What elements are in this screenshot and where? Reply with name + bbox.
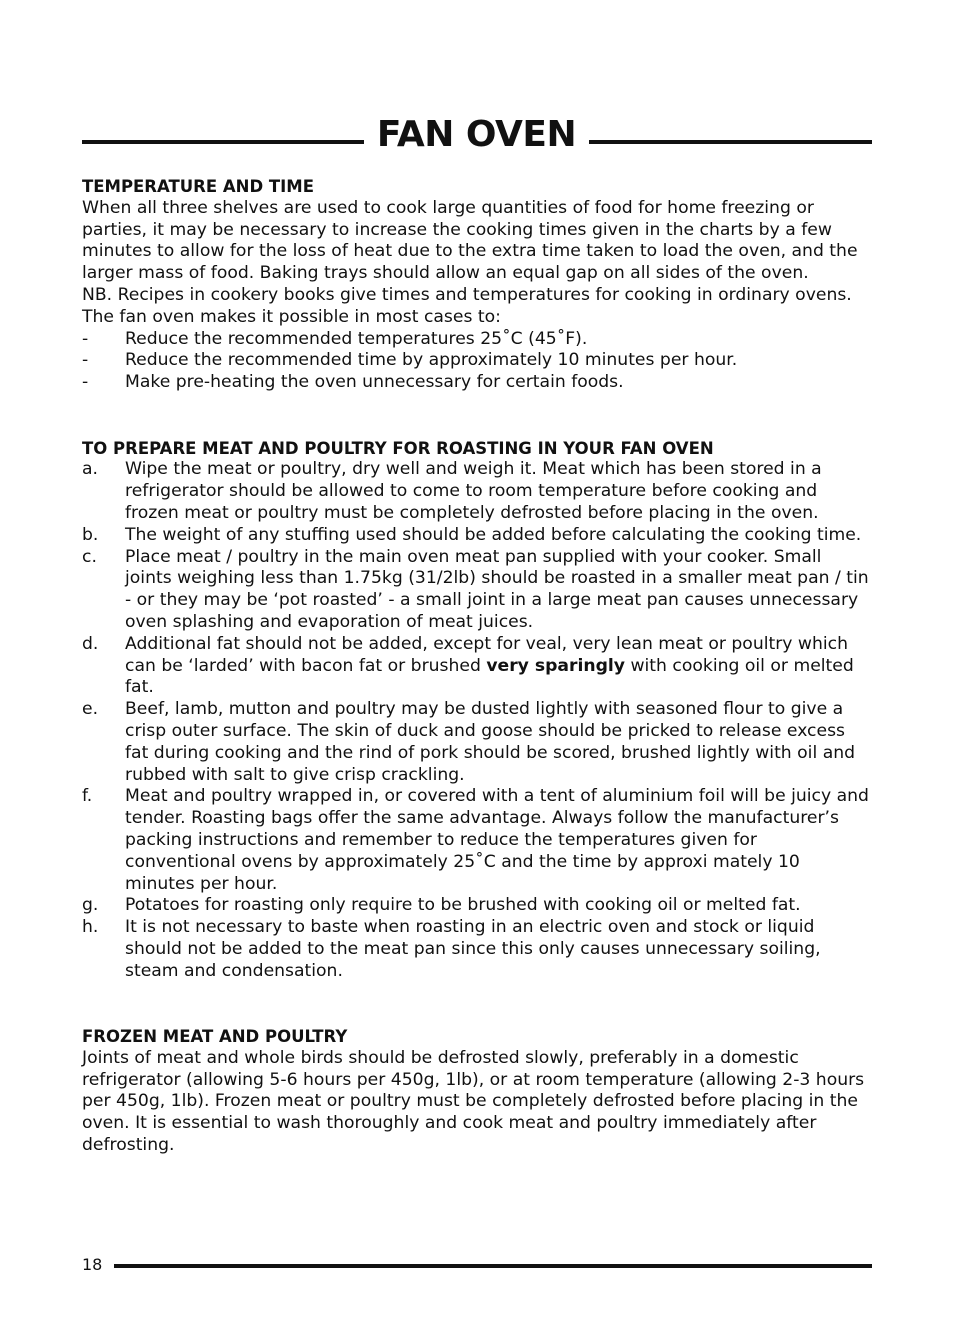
page-content	[82, 176, 872, 1157]
emphasis-text: very sparingly	[486, 655, 626, 676]
list-item	[82, 350, 872, 372]
list-item-text: Make pre-heating the oven unnecessary for certain foods.	[125, 372, 624, 393]
list-item-text: It is not necessary to baste when roasting in an electric oven and stock or liquid should not be added to the meat pan since this only causes unnecessary soiling, steam and condensation.	[125, 917, 821, 981]
list-marker: -	[82, 328, 89, 349]
list-marker: c.	[82, 546, 97, 567]
list-item-text-start: Additional fat should not be added, except for veal, very lean meat or poultry which can be ‘larded’ with bacon fat or brushed	[125, 633, 848, 676]
list-item-text: Beef, lamb, mutton and poultry may be dusted lightly with seasoned flour to give a crisp outer surface. The skin of duck and goose should be pricked to release excess fat during cooking and the rind of pork should be scored, brushed lightly with oil and rubbed with salt to give crisp crackling.	[125, 699, 856, 785]
section-heading-temperature: TEMPERATURE AND TIME	[82, 177, 314, 196]
list-marker: h.	[82, 917, 99, 938]
temperature-note: NB. Recipes in cookery books give times and temperatures for cooking in ordinary ovens. The fan oven makes it possible in most cases to:	[82, 284, 852, 327]
list-item-text: The weight of any stuffing used should be added before calculating the cooking time.	[125, 524, 862, 545]
list-marker: -	[82, 350, 89, 371]
list-item	[82, 459, 872, 524]
list-item	[82, 525, 872, 547]
page-title: FAN OVEN	[376, 114, 577, 155]
list-item-text: Wipe the meat or poultry, dry well and weigh it. Meat which has been stored in a refrigerator should be allowed to come to room temperature before cooking and frozen meat or poultry must be completely defrosted before placing in the oven.	[125, 459, 822, 523]
list-marker: b.	[82, 524, 99, 545]
list-marker: e.	[82, 699, 99, 720]
list-item-text-end: with cooking oil or melted fat.	[125, 655, 854, 698]
list-item	[82, 895, 872, 917]
list-marker: d.	[82, 633, 99, 654]
section-spacer	[82, 394, 872, 438]
list-marker: f.	[82, 786, 93, 807]
list-item-text: Potatoes for roasting only require to be brushed with cooking oil or melted fat.	[125, 895, 801, 916]
list-item	[82, 786, 872, 895]
title-row	[82, 112, 872, 160]
frozen-paragraph: Joints of meat and whole birds should be defrosted slowly, preferably in a domestic refrigerator (allowing 5-6 hours per 450g, 1lb), or at room temperature (allowing 2-3 hours per 450g, 1lb). Frozen meat or poultry must be completely defrosted before placing in the oven. It is essential to wash thoroughly and cook meat and poultry immediately after defrosting.	[82, 1047, 865, 1156]
section-heading-frozen: FROZEN MEAT AND POULTRY	[82, 1027, 348, 1047]
list-marker: -	[82, 372, 89, 393]
list-item-text: Meat and poultry wrapped in, or covered with a tent of aluminium foil will be juicy and tender. Roasting bags offer the same advantage. Always follow the manufacturer’s packing instructions and remember to reduce the temperatures given for conventional ovens by approximately 25˚C and the time by approxi mately 10 minutes per hour.	[125, 786, 869, 894]
title-rule-left	[82, 140, 364, 144]
list-item	[82, 699, 872, 786]
list-marker: g.	[82, 895, 99, 916]
list-item	[82, 329, 872, 351]
list-marker: a.	[82, 459, 98, 480]
list-item-text: Reduce the recommended time by approximately 10 minutes per hour.	[125, 350, 738, 371]
list-item	[82, 917, 872, 982]
list-item-text: Place meat / poultry in the main oven meat pan supplied with your cooker. Small joints weighing less than 1.75kg (31/2lb) should be roasted in a smaller meat pan / tin - or they may be ‘pot roasted’ - a small joint in a large meat pan causes unnecessary oven splashing and evaporation of meat juices.	[125, 546, 869, 632]
list-item	[82, 372, 872, 394]
list-item-text	[125, 634, 872, 699]
page-number: 18	[82, 1255, 103, 1274]
section-spacer	[82, 982, 872, 1026]
list-item	[82, 547, 872, 634]
list-item	[82, 634, 872, 699]
page-footer	[82, 1253, 872, 1277]
section-heading-roasting: TO PREPARE MEAT AND POULTRY FOR ROASTING IN YOUR FAN OVEN	[82, 438, 714, 458]
footer-rule	[114, 1264, 872, 1268]
temperature-paragraph: When all three shelves are used to cook large quantities of food for home freezing or parties, it may be necessary to increase the cooking times given in the charts by a few minutes to allow for the loss of heat due to the extra time taken to load the oven, and the larger mass of food. Baking trays should allow an equal gap on all sides of the oven.	[82, 197, 858, 284]
list-item-text: Reduce the recommended temperatures 25˚C (45˚F).	[125, 328, 588, 349]
title-rule-right	[589, 140, 872, 144]
